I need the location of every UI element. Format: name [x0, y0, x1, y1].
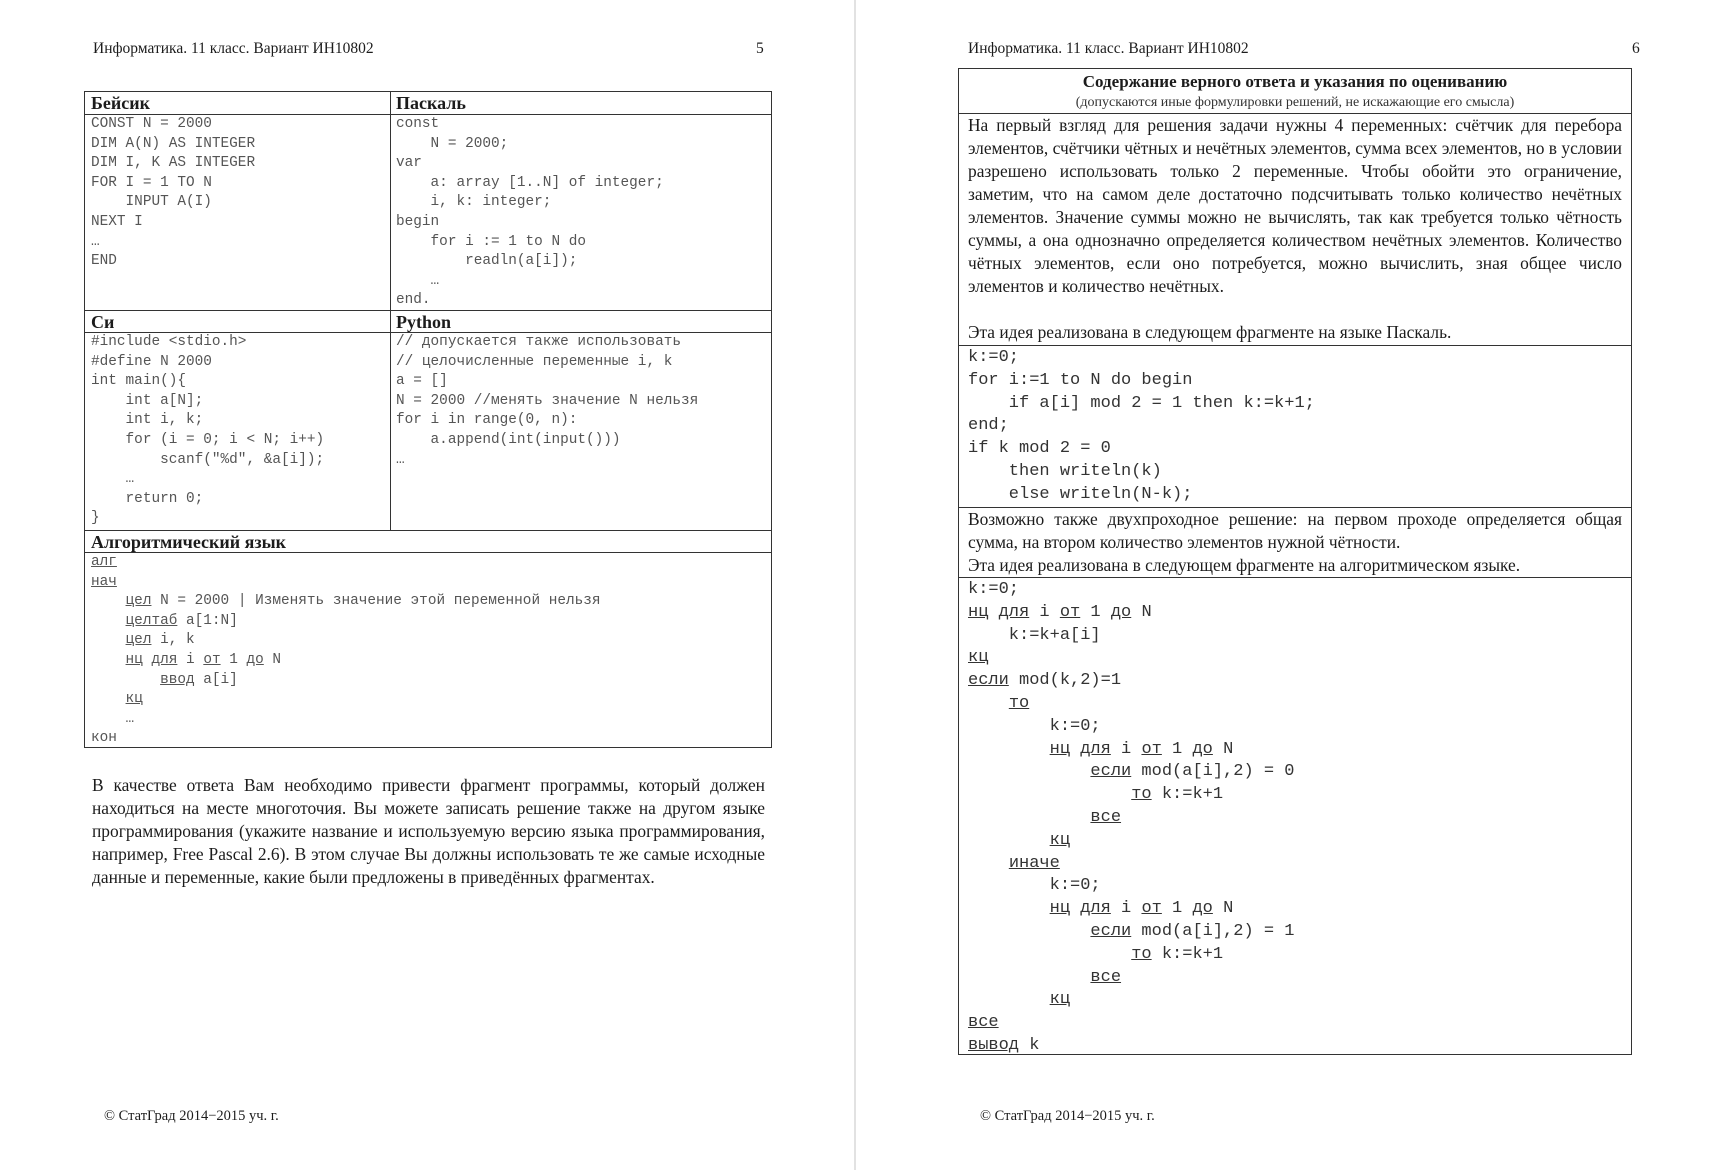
page-header-6: Информатика. 11 класс. Вариант ИН10802	[968, 40, 1249, 57]
heading-c: Си	[91, 312, 115, 332]
intro-text: На первый взгляд для решения задачи нужны 4 переменных: счётчик для перебора элементов, счётчики чётных и нечётных элементов, сумма всех элементов, но в условии разрешено использовать только 2 переменные. Чтобы обойти это ограничение, заметим, что на самом деле достаточно подсчитывать только количество нечётных элементов. Значение суммы можно не вычислять, так как требуется только чётность суммы, а она однозначно определяется количеством нечётных элементов. Количество чётных элементов, если оно потребуется, можно вычислить, зная общее число элементов и количество нечётных.	[968, 115, 1622, 296]
page-footer: © СтатГрад 2014−2015 уч. г.	[104, 1108, 279, 1124]
algo-solution: k:=0; нц для i от 1 до N k:=k+a[i] кц если mod(k,2)=1 то k:=0; нц для i от 1 до N если mod(a[i],2) = 0 то k:=k+1 все кц иначе k:=0; нц для i от 1 до N если mod(a[i],2) = 1 то k:=k+1 все кц все вывод k	[968, 580, 1295, 1055]
answer-box	[958, 68, 1632, 1055]
answer-subtitle: (допускаются иные формулировки решений, не искажающие его смысла)	[1075, 95, 1515, 110]
twopass-text: Возможно также двухпроходное решение: на первом проходе определяется общая сумма, на втором количество элементов нужной чётности.	[968, 509, 1622, 552]
instruction-paragraph: В качестве ответа Вам необходимо привести фрагмент программы, который должен находиться на месте многоточия. Вы можете записать решение также на другом языке программирования (укажите название и используемую версию языка программирования, например, Free Pascal 2.6). В этом случае Вы должны использовать те же самые исходные данные и переменные, какие были предложены в приведённых фрагментах.	[92, 775, 765, 887]
heading-basic: Бейсик	[91, 93, 150, 113]
pascal-code: const N = 2000; var a: array [1..N] of integer; i, k: integer; begin for i := 1 to N do readln(a[i]); … end.	[396, 116, 664, 309]
heading-algo: Алгоритмический язык	[91, 532, 287, 552]
pascal-note: Эта идея реализована в следующем фрагменте на языке Паскаль.	[968, 322, 1452, 342]
pascal-solution: k:=0; for i:=1 to N do begin if a[i] mod 2 = 1 then k:=k+1; end; if k mod 2 = 0 then writeln(k) else writeln(N-k);	[968, 348, 1315, 504]
answer-title: Содержание верного ответа и указания по оцениванию	[1082, 72, 1508, 91]
heading-pascal: Паскаль	[396, 93, 466, 113]
algo-note: Эта идея реализована в следующем фрагменте на алгоритмическом языке.	[968, 555, 1521, 575]
page-number-6: 6	[1632, 40, 1640, 57]
c-code: #include <stdio.h> #define N 2000 int main(){ int a[N]; int i, k; for (i = 0; i < N; i++) scanf("%d", &a[i]); … return 0; }	[91, 334, 325, 527]
python-code: // допускается также использовать // целочисленные переменные i, k a = [] N = 2000 //менять значение N нельзя for i in range(0, n): a.append(int(input())) …	[396, 334, 699, 468]
page-header: Информатика. 11 класс. Вариант ИН10802	[93, 40, 374, 57]
page-footer-6: © СтатГрад 2014−2015 уч. г.	[980, 1108, 1155, 1124]
algo-code: алг нач цел N = 2000 | Изменять значение этой переменной нельзя целтаб a[1:N] цел i, k нц для i от 1 до N ввод a[i] кц … кон	[91, 554, 601, 747]
basic-code: CONST N = 2000 DIM A(N) AS INTEGER DIM I, K AS INTEGER FOR I = 1 TO N INPUT A(I) NEXT I … END	[91, 116, 256, 270]
page-number: 5	[756, 40, 764, 57]
code-table	[84, 91, 772, 748]
heading-python: Python	[396, 312, 452, 332]
